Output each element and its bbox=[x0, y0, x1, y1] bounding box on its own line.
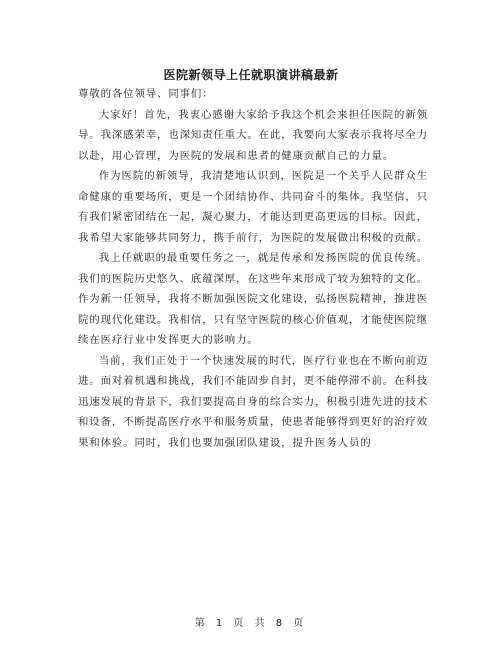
document-title: 医院新领导上任就职演讲稿最新 bbox=[163, 68, 339, 82]
paragraph: 我上任就职的最重要任务之一，就是传承和发扬医院的优良传统。我们的医院历史悠久、底蕴深厚，在这些年来形成了较为独特的文化。作为新一任领导，我将不断加强医院文化建设，弘扬医院精神，推进医院的现代化建设。我相信，只有坚守医院的核心价值观，才能使医院继续在医疗行业中发挥更大的影响力。 bbox=[78, 252, 429, 346]
paragraph: 当前，我们正处于一个快速发展的时代，医疗行业也在不断向前迈进。面对着机遇和挑战，我们不能固步自封，更不能停滞不前。在科技迅速发展的背景下，我们要提高自身的综合实力，积极引进先进的技术和设备，不断提高医疗水平和服务质量，使患者能够得到更好的治疗效果和体验。同时，我们也要加强团队建设，提升医务人员的 bbox=[78, 354, 429, 449]
salutation: 尊敬的各位领导、同事们： bbox=[78, 88, 214, 100]
document-body bbox=[78, 84, 428, 453]
page-number: 第 1 页 共 8 页 bbox=[194, 618, 308, 629]
paragraph: 大家好！首先，我衷心感谢大家给予我这个机会来担任医院的新领导。我深感荣幸，也深知责任重大。在此，我要向大家表示我将尽全力以赴，用心管理，为医院的发展和患者的健康贡献自己的力量。 bbox=[78, 108, 429, 162]
paragraph: 作为医院的新领导，我清楚地认识到，医院是一个关乎人民群众生命健康的重要场所，更是一个团结协作、共同奋斗的集体。我坚信，只有我们紧密团结在一起，凝心聚力，才能达到更高更远的目标。因此，我希望大家能够共同努力，携手前行，为医院的发展做出积极的贡献。 bbox=[78, 170, 429, 244]
